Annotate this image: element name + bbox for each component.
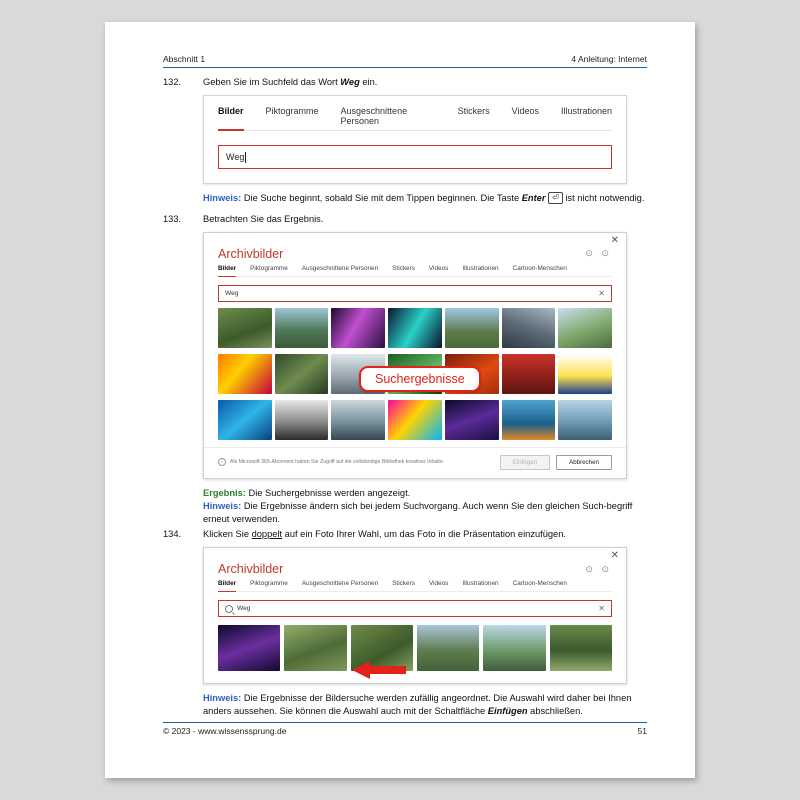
- results-strip: [204, 617, 626, 683]
- result-label: Ergebnis:: [203, 487, 246, 498]
- tab-piktogramme[interactable]: Piktogramme: [250, 580, 288, 588]
- tab-cartoon-menschen[interactable]: Cartoon-Menschen: [512, 580, 567, 588]
- result-thumbnail[interactable]: [331, 400, 385, 440]
- step-133: [163, 214, 647, 224]
- tab-cartoon-menschen[interactable]: Cartoon-Menschen: [512, 264, 567, 272]
- result-thumbnail[interactable]: [502, 354, 556, 394]
- dialog-footer: [204, 447, 626, 478]
- result-thumbnail[interactable]: [502, 308, 556, 348]
- result-thumbnail[interactable]: [483, 625, 545, 671]
- cancel-button[interactable]: Abbrechen: [556, 455, 612, 470]
- result-thumbnail[interactable]: [502, 400, 556, 440]
- tab-stickers[interactable]: Stickers: [392, 264, 415, 272]
- step-text: Klicken Sie doppelt auf ein Foto Ihrer Wahl, um das Foto in die Präsentation einzufügen.: [203, 529, 566, 540]
- footer-right: 51: [637, 726, 647, 736]
- info-icon: i: [218, 458, 226, 466]
- result-thumbnail[interactable]: [558, 400, 612, 440]
- step-keyword: Weg: [340, 77, 360, 87]
- step-number: 133.: [163, 213, 182, 224]
- tab-illustrationen[interactable]: Illustrationen: [462, 264, 499, 272]
- result-thumbnail[interactable]: [275, 354, 329, 394]
- hint-3: Hinweis: Die Ergebnisse der Bildersuche werden zufällig angeordnet. Die Auswahl wird daher bei Ihnen anders aussehen. Sie können die Auswahl auch mit der Schaltfläche Einfügen abschließen.: [203, 693, 632, 716]
- archivbilder-dialog-selection: [203, 547, 627, 684]
- results-grid-row-3: [204, 394, 626, 440]
- close-icon[interactable]: ✕: [610, 234, 619, 246]
- tab-videos[interactable]: Videos: [428, 264, 449, 272]
- tab-videos[interactable]: Videos: [428, 580, 449, 588]
- step-number: 134.: [163, 529, 182, 540]
- hint-label: Hinweis:: [203, 693, 242, 704]
- pointer-arrow-icon: [352, 661, 406, 679]
- result-thumbnail[interactable]: [417, 625, 479, 671]
- header-right: 4 Anleitung: Internet: [571, 54, 647, 64]
- step-emphasis: doppelt: [251, 529, 283, 540]
- step-134: [163, 529, 647, 539]
- dialog-header: [204, 548, 626, 580]
- footer-left: © 2023 - www.wissenssprung.de: [163, 726, 287, 736]
- dialog-search-value: Weg: [237, 605, 251, 613]
- enter-key-name: Enter: [521, 193, 546, 203]
- dialog-search-input[interactable]: [218, 285, 612, 302]
- search-icon: [225, 605, 233, 613]
- clear-icon[interactable]: ✕: [598, 288, 605, 298]
- hint-label: Hinweis:: [203, 193, 242, 203]
- hint-2: Hinweis: Die Ergebnisse ändern sich bei jedem Suchvorgang. Auch wenn Sie den gleichen Such-begriff erneut verwenden.: [203, 501, 633, 524]
- tab-stickers[interactable]: Stickers: [392, 580, 415, 588]
- result-thumbnail[interactable]: [388, 400, 442, 440]
- tab-bilder[interactable]: Bilder: [218, 580, 236, 592]
- enter-key-icon: ⏎: [548, 192, 563, 204]
- hint-label: Hinweis:: [203, 501, 242, 512]
- result-thumbnail[interactable]: [445, 400, 499, 440]
- tab-piktogramme[interactable]: Piktogramme: [265, 106, 319, 116]
- search-input[interactable]: [218, 145, 612, 169]
- result-thumbnail[interactable]: [218, 308, 272, 348]
- text-caret: [245, 152, 246, 163]
- tab-bilder[interactable]: Bilder: [218, 106, 244, 131]
- result-thumbnail[interactable]: [331, 308, 385, 348]
- result-thumbnail[interactable]: [558, 354, 612, 394]
- subscription-note: i Als Microsoft 365-Abonnent haben Sie Zugriff auf die vollständige Bibliothek kreativer Inhalte.: [218, 458, 444, 466]
- result-thumbnail[interactable]: [218, 354, 272, 394]
- dialog-title: Archivbilder: [218, 246, 284, 261]
- close-icon[interactable]: ✕: [610, 550, 619, 562]
- step-text: Betrachten Sie das Ergebnis.: [203, 213, 324, 224]
- clear-icon[interactable]: ✕: [598, 604, 605, 614]
- archivbilder-dialog-results: [203, 232, 627, 479]
- result-thumbnail[interactable]: [445, 308, 499, 348]
- result-thumbnail[interactable]: [558, 308, 612, 348]
- tab-ausgeschnittene-personen[interactable]: Ausgeschnittene Personen: [301, 580, 379, 588]
- dialog-header-icons[interactable]: ⊙ ⊙: [585, 563, 612, 574]
- tab-stickers[interactable]: Stickers: [457, 106, 490, 116]
- dialog-header-icons[interactable]: ⊙ ⊙: [585, 248, 612, 259]
- tab-ausgeschnittene-personen[interactable]: Ausgeschnittene Personen: [301, 264, 379, 272]
- search-input-value: Weg: [226, 152, 245, 162]
- dialog-header: [204, 233, 626, 265]
- insert-button[interactable]: Einfügen: [500, 455, 550, 470]
- insert-keyword: Einfügen: [487, 705, 528, 716]
- figure1-tabs: [218, 106, 612, 131]
- tab-illustrationen[interactable]: Illustrationen: [560, 106, 612, 116]
- dialog-buttons: [500, 455, 612, 470]
- search-panel-figure: [203, 95, 627, 184]
- step-text: Geben Sie im Suchfeld das Wort Weg ein.: [203, 77, 378, 87]
- result-thumbnail[interactable]: [218, 625, 280, 671]
- tab-ausgeschnittene-personen[interactable]: Ausgeschnittene Personen: [340, 106, 408, 126]
- tab-illustrationen[interactable]: Illustrationen: [462, 580, 499, 588]
- document-page: [105, 22, 695, 778]
- dialog-title: Archivbilder: [218, 562, 284, 577]
- page-content: [163, 54, 647, 744]
- page-header: [163, 54, 647, 68]
- dialog-search-value: Weg: [225, 289, 239, 297]
- dialog-search-input[interactable]: [218, 600, 612, 617]
- result-thumbnail[interactable]: [218, 400, 272, 440]
- result-thumbnail[interactable]: [275, 400, 329, 440]
- ergebnis-1: Ergebnis: Die Suchergebnisse werden angezeigt.: [203, 487, 411, 498]
- header-left: Abschnitt 1: [163, 54, 206, 64]
- result-thumbnail[interactable]: [388, 308, 442, 348]
- tab-videos[interactable]: Videos: [511, 106, 539, 116]
- page-footer: [163, 722, 647, 736]
- step-number: 132.: [163, 77, 182, 87]
- suchergebnisse-callout: Suchergebnisse: [359, 366, 481, 392]
- tab-piktogramme[interactable]: Piktogramme: [250, 264, 288, 272]
- step-132: [163, 77, 647, 87]
- hint-1: Hinweis: Die Suche beginnt, sobald Sie mit dem Tippen beginnen. Die Taste Enter ⏎ ist nicht notwendig.: [203, 193, 645, 203]
- results-grid-row-1: [204, 302, 626, 348]
- result-thumbnail[interactable]: [284, 625, 346, 671]
- result-thumbnail[interactable]: [275, 308, 329, 348]
- result-thumbnail[interactable]: [550, 625, 612, 671]
- tab-bilder[interactable]: Bilder: [218, 265, 236, 277]
